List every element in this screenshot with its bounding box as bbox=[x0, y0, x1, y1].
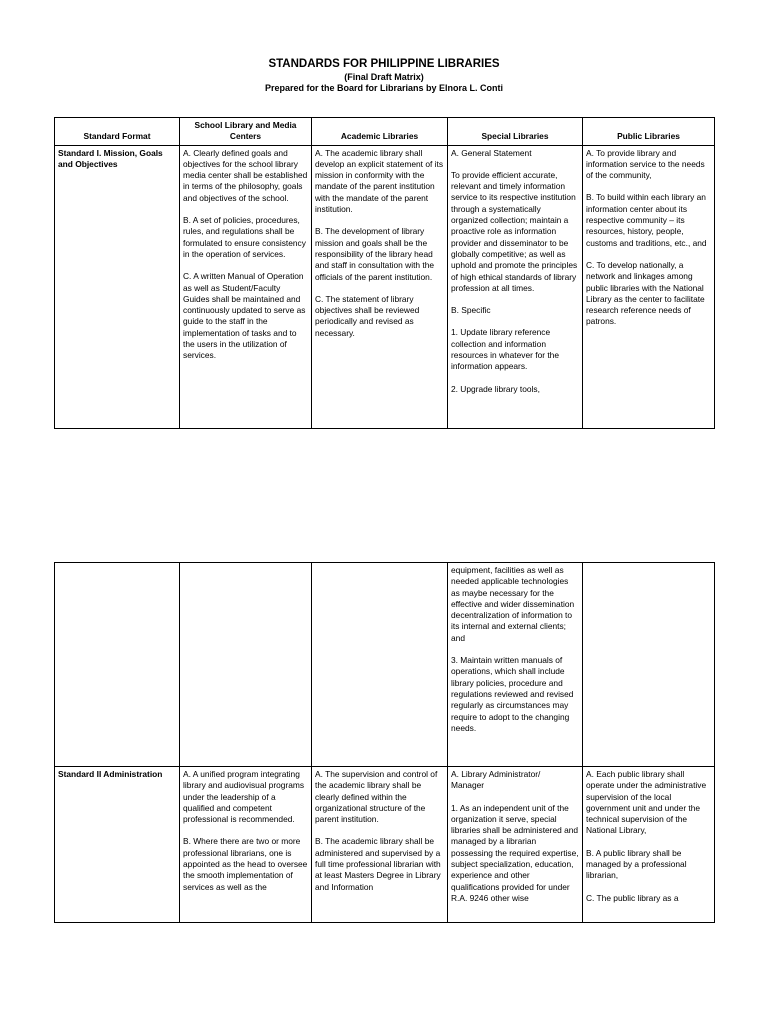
cell-academic bbox=[312, 145, 448, 428]
paragraph: C. To develop nationally, a network and linkages among public libraries with the National Library as the center to facilitate research reference needs of patrons. bbox=[586, 259, 705, 327]
paragraph: B. A set of policies, procedures, rules, and regulations shall be formulated to ensure consistency in the operation of services. bbox=[183, 215, 306, 259]
paragraph: To provide efficient accurate, relevant and timely information service to its respective institution through a systematically organized collection; maintain a proactive role as information provider and disseminator to be globally competitive; as well as uphold and promote the principles of high ethical standards of library profession at all times. bbox=[451, 169, 578, 293]
paragraph: A. The academic library shall develop an explicit statement of its mission in conformity with the mandate of the parent institution with the mandate of the parent institution. bbox=[315, 147, 444, 215]
paragraph: B. A public library shall be managed by a professional librarian, bbox=[586, 847, 687, 881]
table-header-row bbox=[55, 118, 715, 146]
paragraph: equipment, facilities as well as needed applicable technologies as maybe necessary for the effective and wider dissemination decentralization of information to its internal and external clients; and bbox=[451, 565, 575, 643]
cell-empty bbox=[180, 563, 312, 767]
paragraph: C. The statement of library objectives shall be reviewed periodically and revised as necessary. bbox=[315, 293, 420, 338]
paragraph: A. Library Administrator/ Manager bbox=[451, 769, 541, 791]
paragraph: A. Each public library shall operate under the administrative supervision of the local government unit and under the technical supervision of the National Library, bbox=[586, 769, 707, 836]
cell-special bbox=[448, 563, 583, 767]
paragraph: A. General Statement bbox=[451, 147, 532, 158]
paragraph: 2. Upgrade library tools, bbox=[451, 383, 540, 394]
cell-special bbox=[448, 145, 583, 428]
row-label-standard-1: Standard I. Mission, Goals and Objectives bbox=[55, 145, 180, 428]
document-header bbox=[0, 58, 768, 94]
cell-empty bbox=[583, 563, 715, 767]
header-academic-libraries: Academic Libraries bbox=[312, 118, 448, 146]
header-public-libraries: Public Libraries bbox=[583, 118, 715, 146]
table-row bbox=[55, 145, 715, 428]
header-standard-format: Standard Format bbox=[55, 118, 180, 146]
paragraph: A. The supervision and control of the academic library shall be clearly defined within the organizational structure of the parent institution. bbox=[315, 769, 438, 825]
cell-empty bbox=[312, 563, 448, 767]
paragraph: A. A unified program integrating library and audiovisual programs under the leadership of a qualified and competent professional is recommended. bbox=[183, 769, 305, 825]
document-title: STANDARDS FOR PHILIPPINE LIBRARIES bbox=[268, 58, 500, 70]
header-special-libraries: Special Libraries bbox=[448, 118, 583, 146]
paragraph: 3. Maintain written manuals of operations, which shall include library policies, procedure and regulations reviewed and revised regularly as circumstances may require to adopt to the changing needs. bbox=[451, 655, 574, 733]
paragraph: B. The academic library shall be administered and supervised by a full time professional librarian with at least Masters Degree in Library and Information bbox=[315, 836, 441, 892]
document-prepared-by: Prepared for the Board for Librarians by Elnora L. Conti bbox=[264, 83, 504, 93]
cell-special bbox=[448, 767, 583, 923]
paragraph: B. Where there are two or more professional librarians, one is appointed as the head to oversee the smooth implementation of services as well as the bbox=[183, 836, 308, 892]
paragraph: 1. Update library reference collection and information resources in whatever for the information appears. bbox=[451, 327, 559, 372]
paragraph: C. The public library as a bbox=[586, 892, 679, 903]
cell-empty bbox=[55, 563, 180, 767]
cell-academic bbox=[312, 767, 448, 923]
standards-table-page2 bbox=[54, 562, 715, 923]
document-subtitle: (Final Draft Matrix) bbox=[344, 72, 424, 82]
paragraph: 1. As an independent unit of the organization it serve, special libraries shall be administered and managed by a librarian possessing the required expertise, subject specialization, education, experience and other qualifications provided for under R.A. 9246 other wise bbox=[451, 802, 579, 903]
table-row bbox=[55, 767, 715, 923]
paragraph: B. To build within each library an information center about its respective community – its resources, history, people, customs and traditions, etc., and bbox=[586, 192, 707, 248]
cell-school bbox=[180, 767, 312, 923]
paragraph: A. To provide library and information service to the needs of the community, bbox=[586, 147, 705, 181]
header-school-library: School Library and Media Centers bbox=[180, 118, 312, 146]
cell-school bbox=[180, 145, 312, 428]
paragraph: B. Specific bbox=[451, 305, 491, 316]
paragraph: A. Clearly defined goals and objectives for the school library media center shall be established in terms of the philosophy, goals and objectives of the school. bbox=[183, 147, 308, 203]
paragraph: B. The development of library mission and goals shall be the responsibility of the library head and staff in consultation with the officials of the parent institution. bbox=[315, 226, 435, 282]
cell-public bbox=[583, 145, 715, 428]
paragraph: C. A written Manual of Operation as well as Student/Faculty Guides shall be maintained and continuously updated to serve as guide to the staff in the implementation of tasks and to the users in the utilization of services. bbox=[183, 271, 306, 361]
standards-table-page1 bbox=[54, 117, 715, 429]
row-label-standard-2: Standard II Administration bbox=[55, 767, 180, 923]
table-row bbox=[55, 563, 715, 767]
cell-public bbox=[583, 767, 715, 923]
